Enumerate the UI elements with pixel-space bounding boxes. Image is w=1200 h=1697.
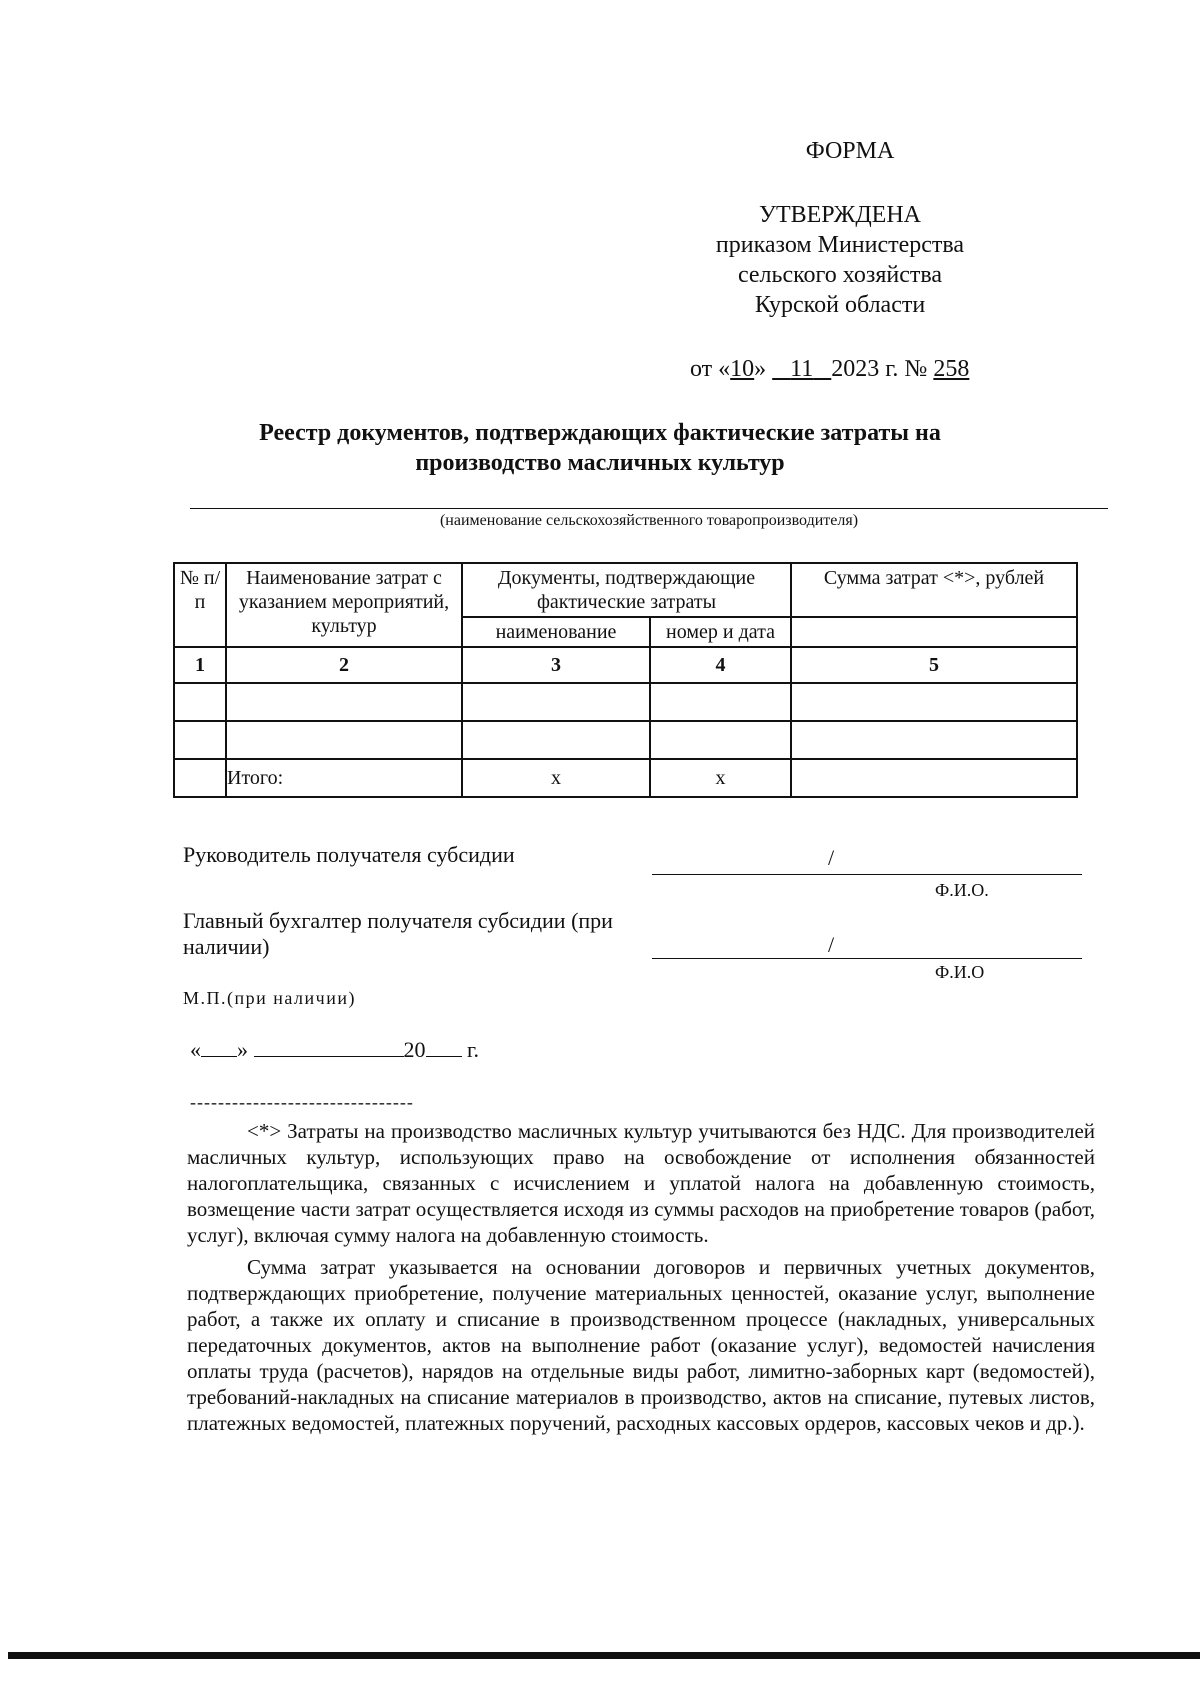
column-number-3: 3: [462, 647, 650, 683]
document-title: [180, 418, 1020, 478]
approval-block: [660, 200, 1020, 320]
producer-caption: (наименование сельскохозяйственного товаропроизводителя): [439, 512, 859, 529]
column-number-5: 5: [791, 647, 1077, 683]
table-cell[interactable]: [462, 721, 650, 759]
table-cell: [174, 759, 226, 797]
approved-line-1: приказом Министерства: [715, 232, 965, 258]
table-cell[interactable]: [791, 721, 1077, 759]
approved-line-3: Курской области: [754, 292, 926, 318]
column-number-1: 1: [174, 647, 226, 683]
order-number: 258: [933, 356, 970, 382]
footnote: [187, 1118, 1095, 1442]
head-label: Руководитель получателя субсидии: [183, 842, 515, 867]
head-fio-label: Ф.И.О.: [935, 880, 989, 900]
total-sum-cell[interactable]: [791, 759, 1077, 797]
table-cell[interactable]: [174, 721, 226, 759]
order-year: 2023 г. №: [831, 356, 928, 382]
approved-heading: УТВЕРЖДЕНА: [758, 202, 922, 228]
table-header-row: [174, 563, 1077, 617]
table-row: [174, 721, 1077, 759]
table-row-numbers: [174, 647, 1077, 683]
header-sum: Сумма затрат <*>, рублей: [791, 563, 1077, 617]
date-suffix: г.: [467, 1037, 480, 1062]
header-number: № п/п: [174, 563, 226, 647]
table-cell[interactable]: [174, 683, 226, 721]
table-cell[interactable]: [226, 683, 462, 721]
header-doc-number-date: номер и дата: [650, 617, 791, 647]
table-cell[interactable]: [791, 683, 1077, 721]
header-documents: Документы, подтверждающие фактические затраты: [462, 563, 791, 617]
table-row-total: [174, 759, 1077, 797]
date-year-field[interactable]: [426, 1036, 462, 1057]
order-mid: »: [754, 356, 767, 382]
title-line-2: производство масличных культур: [415, 450, 785, 476]
accountant-label-line-1: Главный бухгалтер получателя субсидии (при: [183, 908, 613, 933]
table-cell[interactable]: [650, 721, 791, 759]
form-label: ФОРМА: [805, 138, 895, 164]
head-signature-line[interactable]: [652, 874, 1082, 875]
accountant-signature-line[interactable]: [652, 958, 1082, 959]
signature-date: [190, 1036, 479, 1063]
total-x-doc-name: x: [462, 759, 650, 797]
total-label: Итого:: [226, 759, 462, 797]
order-prefix: от «: [690, 356, 731, 382]
footnote-paragraph-1: <*> Затраты на производство масличных культур учитываются без НДС. Для производителей масличных культур, использующих право на освобождение от исполнения обязанностей налогоплательщика, связанных с исчислением и уплатой налога на добавленную стоимость, возмещение части затрат осуществляется исходя из суммы расходов на приобретение товаров (работ, услуг), включая сумму налога на добавленную стоимость.: [187, 1119, 1095, 1247]
date-month-field[interactable]: [254, 1036, 404, 1057]
column-number-4: 4: [650, 647, 791, 683]
approved-line-2: сельского хозяйства: [737, 262, 943, 288]
order-month-field: [772, 356, 831, 382]
order-month: 11: [790, 356, 814, 382]
header-doc-name: наименование: [462, 617, 650, 647]
head-slash: /: [828, 845, 835, 870]
header-cost-name: Наименование затрат с указанием мероприятий, культур: [226, 563, 462, 647]
table-cell[interactable]: [226, 721, 462, 759]
total-x-doc-number: x: [650, 759, 791, 797]
table-cell[interactable]: [462, 683, 650, 721]
register-table: [173, 562, 1078, 798]
date-close-quote: »: [237, 1037, 248, 1062]
header-sum-empty: [791, 617, 1077, 647]
order-day: 10: [730, 356, 755, 382]
stamp-place-label: М.П.(при наличии): [183, 988, 356, 1008]
footnote-paragraph-2: Сумма затрат указывается на основании договоров и первичных учетных документов, подтверждающих приобретение, получение материальных ценностей, оказание услуг, выполнение работ, а также их оплату и списание в производственном процессе (накладных, универсальных передаточных документов, актов на выполнение работ (оказание услуг), ведомостей начисления оплаты труда (расчетов), нарядов на отдельные виды работ, лимитно-заборных карт (ведомостей), требований-накладных на списание материалов в производство, актов на списание, путевых листов, платежных ведомостей, платежных поручений, расходных кассовых ордеров, кассовых чеков и др.).: [187, 1255, 1095, 1435]
column-number-2: 2: [226, 647, 462, 683]
producer-name-line[interactable]: [190, 508, 1108, 509]
date-day-field[interactable]: [201, 1036, 237, 1057]
accountant-label: [183, 908, 613, 960]
title-line-1: Реестр документов, подтверждающих фактические затраты на: [259, 420, 941, 446]
footnote-separator: --------------------------------: [190, 1092, 414, 1112]
date-open-quote: «: [190, 1037, 201, 1062]
table-cell[interactable]: [650, 683, 791, 721]
accountant-slash: /: [828, 932, 835, 957]
scan-edge-bar: [8, 1652, 1200, 1659]
accountant-label-line-2: наличии): [183, 934, 270, 959]
accountant-fio-label: Ф.И.О: [935, 962, 985, 982]
date-century: 20: [403, 1037, 426, 1062]
table-row: [174, 683, 1077, 721]
order-reference: [690, 356, 969, 383]
